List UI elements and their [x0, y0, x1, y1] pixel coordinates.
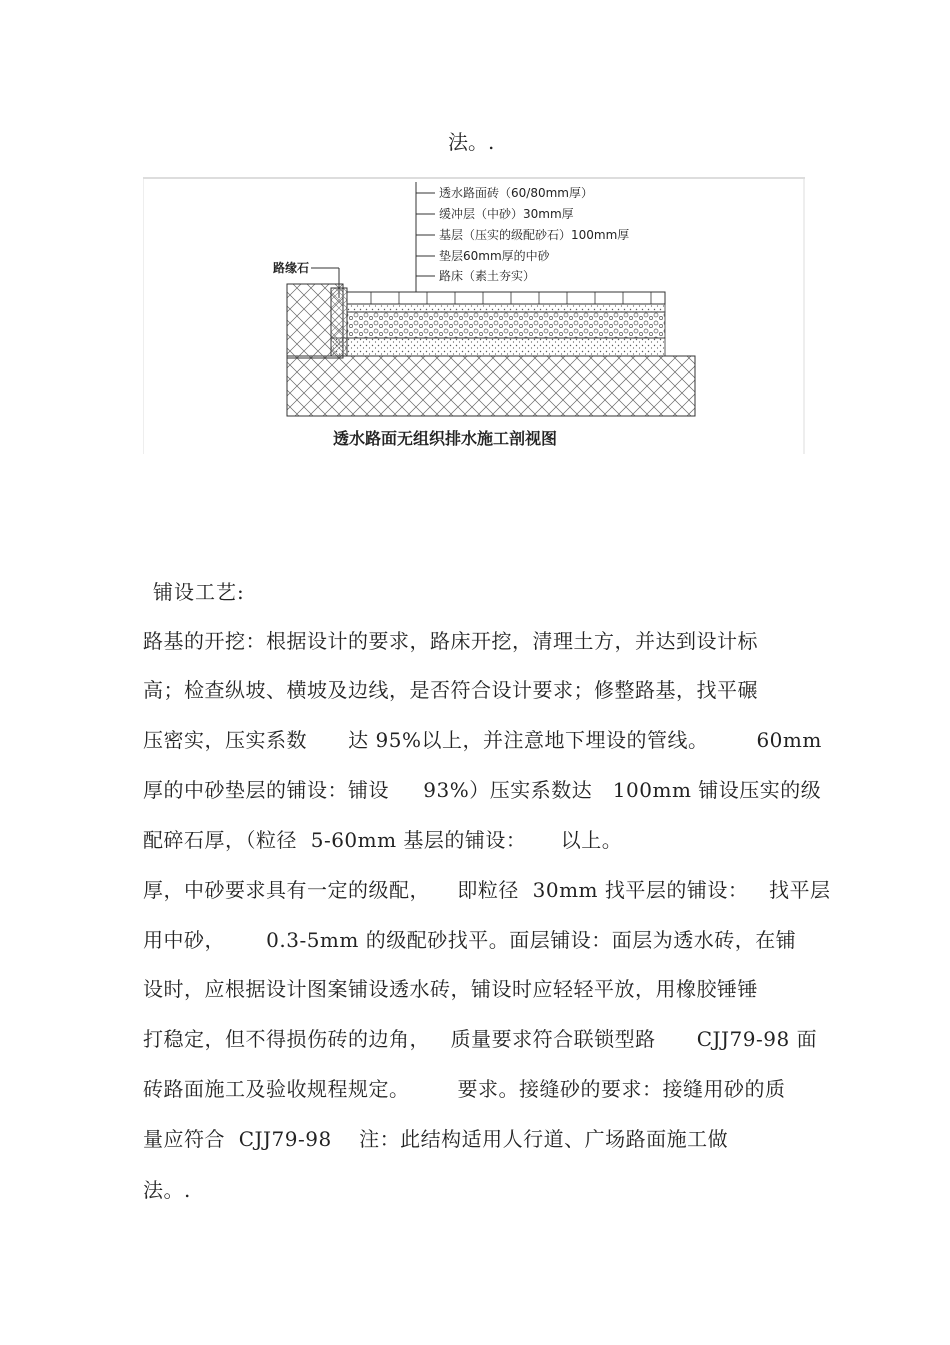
- section-heading: 铺设工艺:: [153, 580, 245, 604]
- body-line: 厚的中砂垫层的铺设：铺设 93%）压实系数达 100mm 铺设压实的级: [143, 778, 822, 802]
- body-line: 高；检查纵坡、横坡及边线，是否符合设计要求；修整路基，找平碾: [143, 678, 758, 702]
- layer-label-paver: 透水路面砖（60/80mm厚）: [439, 186, 593, 200]
- body-line: 用中砂， 0.3-5mm 的级配砂找平。面层铺设：面层为透水砖，在铺: [143, 928, 797, 952]
- body-line: 设时，应根据设计图案铺设透水砖，铺设时应轻轻平放，用橡胶锤锤: [143, 977, 758, 1001]
- top-text-fragment: 法。.: [448, 130, 495, 154]
- curb-stone-label: 路缘石: [273, 261, 310, 275]
- layer-label-base: 基层（压实的级配砂石）100mm厚: [439, 228, 630, 242]
- body-line: 配碎石厚，（粒径 5-60mm 基层的铺设： 以上。: [143, 828, 623, 852]
- body-line: 路基的开挖：根据设计的要求，路床开挖，清理土方，并达到设计标: [143, 629, 758, 653]
- sand-subbase-layer: [331, 338, 665, 356]
- layer-label-cushion: 缓冲层（中砂）30mm厚: [439, 207, 574, 221]
- paver-layer: [347, 292, 665, 304]
- pavement-cross-section-figure: [143, 176, 805, 456]
- subgrade-layer: [287, 356, 695, 416]
- body-line: 压密实，压实系数 达 95%以上，并注意地下埋设的管线。 60mm: [143, 728, 822, 752]
- body-line: 砖路面施工及验收规程规定。 要求。接缝砂的要求：接缝用砂的质: [143, 1077, 786, 1101]
- body-line: 厚，中砂要求具有一定的级配， 即粒径 30mm 找平层的铺设： 找平层: [143, 878, 831, 902]
- cushion-sand-layer: [347, 304, 665, 312]
- body-line: 法。.: [143, 1178, 191, 1202]
- body-line: 打稳定，但不得损伤砖的边角， 质量要求符合联锁型路 CJJ79-98 面: [143, 1027, 818, 1051]
- gravel-base-layer: [347, 312, 665, 338]
- layer-label-subgrade: 路床（素土夯实）: [439, 269, 536, 283]
- figure-caption: 透水路面无组织排水施工剖视图: [333, 429, 558, 448]
- body-line: 量应符合 CJJ79-98 注：此结构适用人行道、广场路面施工做: [143, 1127, 729, 1151]
- layer-label-subbase: 垫层60mm厚的中砂: [439, 249, 550, 263]
